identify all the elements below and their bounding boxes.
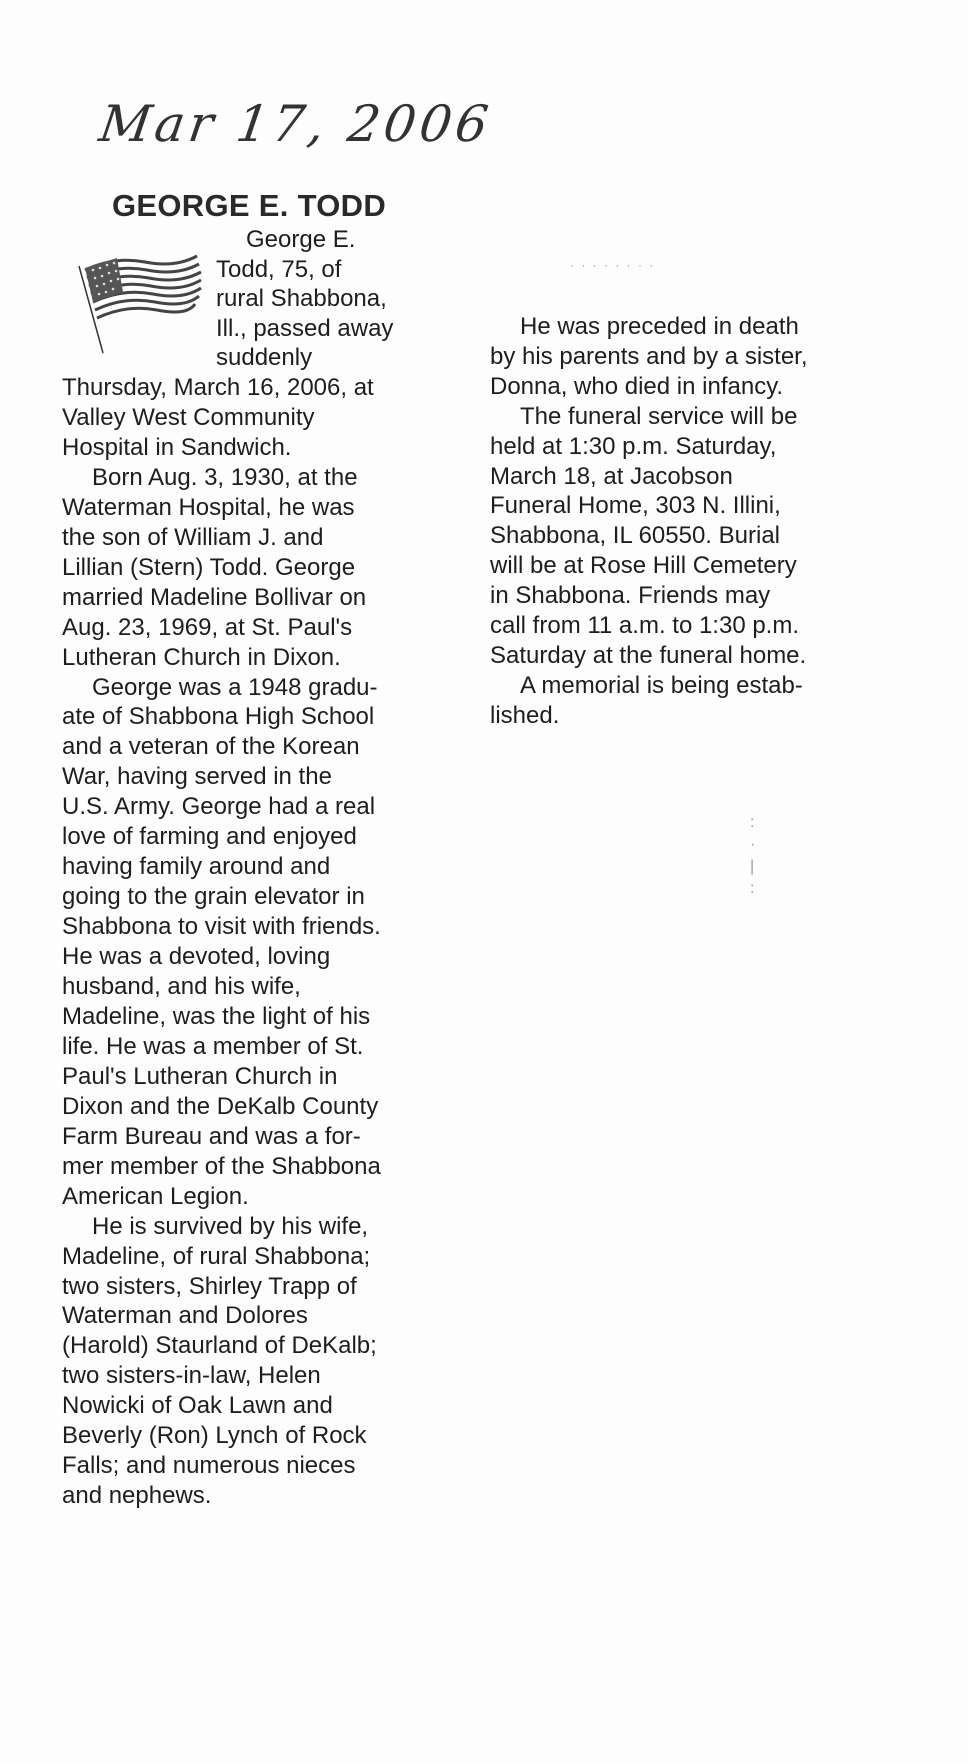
text-line: Aug. 23, 1969, at St. Paul's <box>62 613 353 641</box>
text-line: held at 1:30 p.m. Saturday, <box>490 432 777 460</box>
text-line: two sisters-in-law, Helen <box>62 1362 321 1390</box>
text-line: the son of William J. and <box>62 523 324 551</box>
text-line: Beverly (Ron) Lynch of Rock <box>62 1422 367 1450</box>
text-line: Lutheran Church in Dixon. <box>62 643 341 671</box>
text-line: rural Shabbona, <box>216 285 387 312</box>
text-line: will be at Rose Hill Cemetery <box>490 552 797 580</box>
text-line: Born Aug. 3, 1930, at the <box>92 463 358 491</box>
american-flag-icon <box>75 248 205 358</box>
text-line: George E. <box>246 226 356 253</box>
text-line: call from 11 a.m. to 1:30 p.m. <box>490 612 800 639</box>
text-line: Farm Bureau and was a for- <box>62 1122 361 1150</box>
text-line: U.S. Army. George had a real <box>62 793 376 821</box>
text-line: suddenly <box>216 344 313 371</box>
text-line: Waterman Hospital, he was <box>62 493 355 521</box>
obituary-headline: GEORGE E. TODD <box>112 188 387 223</box>
text-line: Dixon and the DeKalb County <box>62 1092 379 1120</box>
text-line: He was preceded in death <box>520 313 799 340</box>
text-line: husband, and his wife, <box>62 973 301 1000</box>
text-line: Todd, 75, of <box>216 255 342 283</box>
text-line: Lillian (Stern) Todd. George <box>62 553 356 581</box>
text-line: Shabbona to visit with friends. <box>62 913 381 941</box>
text-line: Hospital in Sandwich. <box>62 433 292 461</box>
text-line: and a veteran of the Korean <box>62 733 360 761</box>
text-line: Donna, who died in infancy. <box>490 372 784 400</box>
text-line: having family around and <box>62 853 331 881</box>
text-line: Valley West Community <box>62 403 315 431</box>
text-line: ate of Shabbona High School <box>62 703 375 731</box>
text-line: and nephews. <box>62 1482 212 1510</box>
text-line: lished. <box>490 701 560 729</box>
text-line: by his parents and by a sister, <box>490 342 808 370</box>
text-line: going to the grain elevator in <box>62 883 365 911</box>
text-line: Thursday, March 16, 2006, at <box>62 374 374 401</box>
text-line: American Legion. <box>62 1182 249 1210</box>
text-line: married Madeline Bollivar on <box>62 583 367 611</box>
text-line: He was a devoted, loving <box>62 943 331 971</box>
text-line: Ill., passed away <box>216 314 394 342</box>
text-line: two sisters, Shirley Trapp of <box>62 1272 357 1300</box>
text-line: love of farming and enjoyed <box>62 823 357 851</box>
scan-artifact: : · | : <box>750 814 756 897</box>
text-line: Waterman and Dolores <box>62 1302 308 1330</box>
text-line: Madeline, of rural Shabbona; <box>62 1242 371 1270</box>
text-line: A memorial is being estab- <box>520 671 803 699</box>
text-line: George was a 1948 gradu- <box>92 673 378 701</box>
text-line: Saturday at the funeral home. <box>490 641 807 669</box>
text-line: life. He was a member of St. <box>62 1032 364 1060</box>
text-line: Shabbona, IL 60550. Burial <box>490 522 781 550</box>
text-line: War, having served in the <box>62 763 332 791</box>
text-line: Nowicki of Oak Lawn and <box>62 1392 333 1420</box>
text-line: He is survived by his wife, <box>92 1212 369 1240</box>
handwritten-date: Mar 17, 2006 <box>95 95 496 153</box>
text-line: Madeline, was the light of his <box>62 1002 371 1030</box>
text-line: Funeral Home, 303 N. Illini, <box>490 492 781 520</box>
text-line: (Harold) Staurland of DeKalb; <box>62 1332 377 1360</box>
text-line: Paul's Lutheran Church in <box>62 1062 338 1090</box>
scan-artifact: · · · · · · · · <box>570 258 656 272</box>
text-line: in Shabbona. Friends may <box>490 582 771 610</box>
text-line: March 18, at Jacobson <box>490 462 733 490</box>
text-line: mer member of the Shabbona <box>62 1152 381 1180</box>
text-line: The funeral service will be <box>520 402 798 430</box>
text-line: Falls; and numerous nieces <box>62 1452 356 1480</box>
